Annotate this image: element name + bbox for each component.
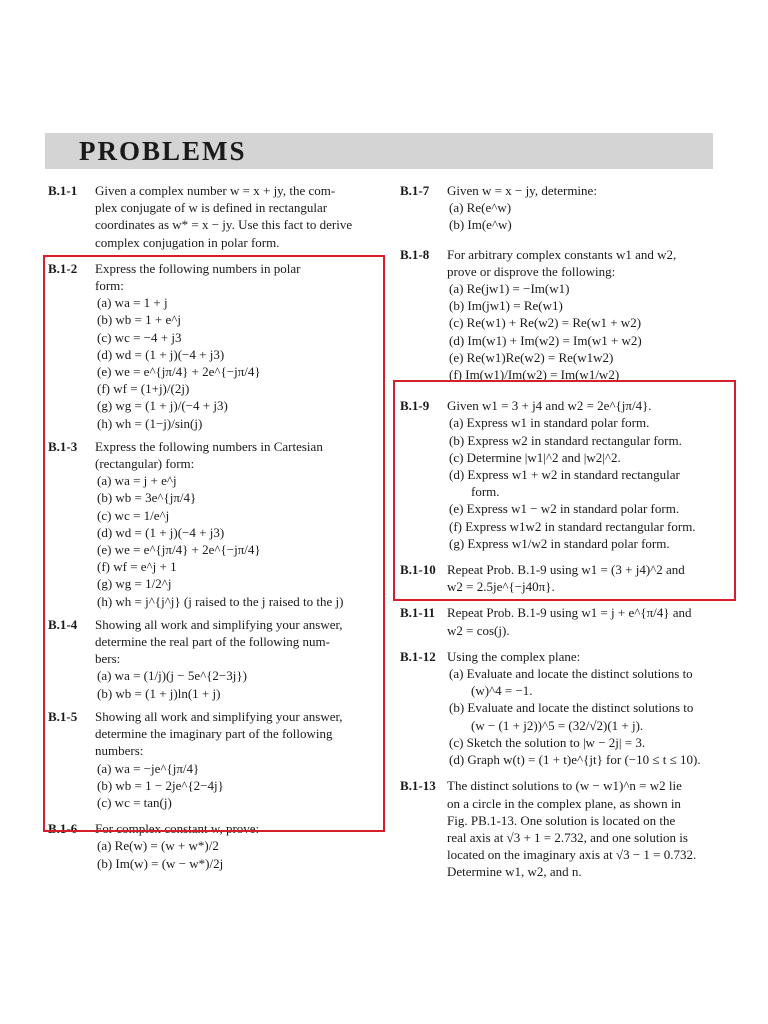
problem-part: (e) we = e^{jπ/4} + 2e^{−jπ/4} xyxy=(97,364,261,380)
problem-text-line: coordinates as w* = x − jy. Use this fact to derive xyxy=(95,217,353,233)
problem-part: (c) Sketch the solution to |w − 2j| = 3. xyxy=(449,734,646,750)
problem-part: form. xyxy=(471,484,500,500)
problem-part: (f) Express w1w2 in standard rectangular form. xyxy=(449,518,696,534)
problem-number: B.1-4 xyxy=(48,616,78,632)
problem-part: (b) Evaluate and locate the distinct solutions to xyxy=(449,700,694,716)
problem-number: B.1-8 xyxy=(400,246,430,262)
problem-part: (d) Graph w(t) = (1 + t)e^{jt} for (−10 ≤ t ≤ 10). xyxy=(449,752,701,768)
highlight-box-right xyxy=(393,380,736,601)
problem-part: (f) wf = (1+j)/(2j) xyxy=(97,381,190,397)
problem-number: B.1-11 xyxy=(400,605,436,621)
section-title: PROBLEMS xyxy=(79,136,247,166)
problem-text-line: determine the real part of the following num- xyxy=(95,634,331,650)
problem-number: B.1-13 xyxy=(400,778,436,794)
problem-text-line: Showing all work and simplifying your answer, xyxy=(95,708,343,724)
problem-part: (g) wg = (1 + j)/(−4 + j3) xyxy=(97,398,228,414)
problem-text-line: real axis at √3 + 1 = 2.732, and one solution is xyxy=(447,829,688,845)
problem-number: B.1-1 xyxy=(48,183,78,198)
problem-number: B.1-9 xyxy=(400,398,430,414)
problem-text-line: Using the complex plane: xyxy=(447,648,581,664)
problem-text-line: Given w = x − jy, determine: xyxy=(447,183,597,198)
problem-part: (a) Express w1 in standard polar form. xyxy=(449,415,650,431)
problem-part: (g) Express w1/w2 in standard polar form. xyxy=(449,535,670,551)
problem-part: (c) wc = 1/e^j xyxy=(97,507,170,523)
problem-part: (d) wd = (1 + j)(−4 + j3) xyxy=(97,524,225,540)
problem-text-line: on a circle in the complex plane, as shown in xyxy=(447,795,681,811)
problem-part: (a) wa = 1 + j xyxy=(97,295,168,311)
problem-text-line: For complex constant w, prove: xyxy=(95,821,260,837)
problem-text-line: plex conjugate of w is defined in rectangular xyxy=(95,200,328,216)
problem-part: (a) Re(jw1) = −Im(w1) xyxy=(449,281,570,297)
problem-text-line: located on the imaginary axis at √3 − 1 = 0.732. xyxy=(447,847,697,863)
problem-part: (e) we = e^{jπ/4} + 2e^{−jπ/4} xyxy=(97,542,261,558)
problem-part: (w − (1 + j2))^5 = (32/√2)(1 + j). xyxy=(471,717,644,733)
problem-number: B.1-6 xyxy=(48,821,78,837)
problem-part: (b) wb = 1 − 2je^{2−4j} xyxy=(97,777,224,793)
problem-text-line: Repeat Prob. B.1-9 using w1 = (3 + j4)^2 and xyxy=(447,562,685,578)
problem-text-line: determine the imaginary part of the following xyxy=(95,726,333,742)
problem-part: (a) wa = (1/j)(j − 5e^{2−3j}) xyxy=(97,668,247,684)
problem-text-line: Given a complex number w = x + jy, the com- xyxy=(95,183,336,198)
problem-part: (a) Evaluate and locate the distinct solutions to xyxy=(449,666,693,682)
problem-part: (b) Express w2 in standard rectangular form. xyxy=(449,432,682,448)
problem-text-line: (rectangular) form: xyxy=(95,456,195,472)
problem-number: B.1-10 xyxy=(400,562,436,578)
problem-number: B.1-5 xyxy=(48,708,78,724)
highlight-box-left xyxy=(43,255,385,832)
problem-part: (w)^4 = −1. xyxy=(471,683,533,699)
problem-part: (b) wb = 1 + e^j xyxy=(97,312,181,328)
problem-text-line: Repeat Prob. B.1-9 using w1 = j + e^{π/4} and xyxy=(447,605,692,621)
problem-part: (d) wd = (1 + j)(−4 + j3) xyxy=(97,346,225,362)
problem-number: B.1-7 xyxy=(400,183,430,198)
problem-part: (g) wg = 1/2^j xyxy=(97,576,172,592)
problem-text-line: Express the following numbers in polar xyxy=(95,260,301,276)
problem-b1-12 xyxy=(400,648,717,768)
problem-text-line: bers: xyxy=(95,651,121,667)
problem-part: (b) Im(e^w) xyxy=(449,217,512,233)
problem-number: B.1-3 xyxy=(48,438,78,454)
problem-b1-8 xyxy=(400,246,717,384)
problem-part: (a) Re(w) = (w + w*)/2 xyxy=(97,838,219,854)
problem-part: (d) Im(w1) + Im(w2) = Im(w1 + w2) xyxy=(449,332,642,348)
problems-banner xyxy=(45,133,713,169)
problem-part: (c) wc = −4 + j3 xyxy=(97,329,182,345)
problem-text-line: The distinct solutions to (w − w1)^n = w2 lie xyxy=(447,778,682,794)
problem-number: B.1-2 xyxy=(48,260,78,276)
problem-part: (c) Re(w1) + Re(w2) = Re(w1 + w2) xyxy=(449,315,642,331)
problem-b1-13 xyxy=(400,777,717,880)
problem-part: (f) Im(w1)/Im(w2) = Im(w1/w2) xyxy=(449,367,620,383)
problem-part: (e) Re(w1)Re(w2) = Re(w1w2) xyxy=(449,349,614,365)
problem-part: (a) wa = j + e^j xyxy=(97,473,177,489)
problem-part: (c) wc = tan(j) xyxy=(97,794,172,810)
problem-part: (b) Im(jw1) = Re(w1) xyxy=(449,298,563,314)
problem-part: (d) Express w1 + w2 in standard rectangular xyxy=(449,467,680,483)
problem-number: B.1-12 xyxy=(400,648,436,664)
problem-text-line: numbers: xyxy=(95,743,144,759)
problem-text-line: For arbitrary complex constants w1 and w2, xyxy=(447,246,677,262)
problem-text-line: w2 = cos(j). xyxy=(447,622,510,638)
problem-text-line: Showing all work and simplifying your answer, xyxy=(95,616,343,632)
problem-text-line: w2 = 2.5je^{−j40π}. xyxy=(447,579,555,595)
problem-part: (a) Re(e^w) xyxy=(449,200,512,216)
problem-text-line: prove or disprove the following: xyxy=(447,263,616,279)
problem-b1-11 xyxy=(400,604,717,638)
problem-text-line: Determine w1, w2, and n. xyxy=(447,864,582,880)
problem-text-line: Given w1 = 3 + j4 and w2 = 2e^{jπ/4}. xyxy=(447,398,652,414)
problem-b1-7 xyxy=(400,182,717,234)
problem-text-line: Express the following numbers in Cartesian xyxy=(95,438,323,454)
problem-text-line: form: xyxy=(95,278,124,294)
problem-part: (b) wb = 3e^{jπ/4} xyxy=(97,490,197,506)
problem-b1-1 xyxy=(48,182,366,251)
problem-part: (h) wh = j^{j^j} (j raised to the j raised to the j) xyxy=(97,593,344,609)
problem-text-line: Fig. PB.1-13. One solution is located on the xyxy=(447,812,676,828)
problem-part: (e) Express w1 − w2 in standard polar form. xyxy=(449,501,680,517)
problem-part: (f) wf = e^j + 1 xyxy=(97,559,177,575)
problem-part: (a) wa = −je^{jπ/4} xyxy=(97,760,200,776)
problem-part: (b) wb = (1 + j)ln(1 + j) xyxy=(97,685,221,701)
problem-part: (c) Determine |w1|^2 and |w2|^2. xyxy=(449,449,621,465)
problem-part: (h) wh = (1−j)/sin(j) xyxy=(97,415,203,431)
problem-text-line: complex conjugation in polar form. xyxy=(95,234,280,250)
problem-part: (b) Im(w) = (w − w*)/2j xyxy=(97,855,224,871)
